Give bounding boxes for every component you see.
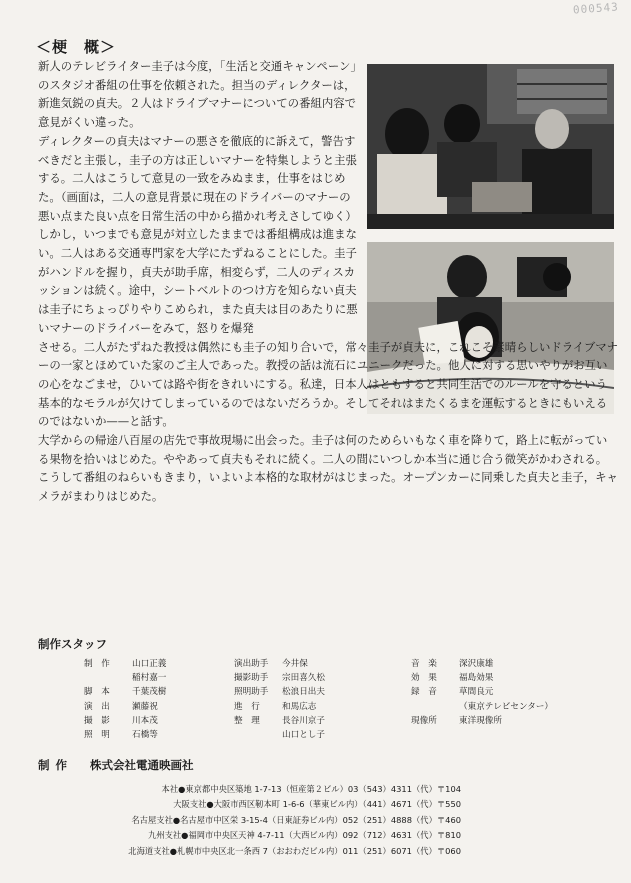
staff-role: 照 明	[84, 730, 110, 741]
synopsis-paragraph-3: させる。二人がたずねた教授は偶然にも圭子の知り合いで，常々圭子が貞夫に，これこそ素晴らしいドライブマナーの一家とほめていた家のご主人であった。教授の話は流石にユニークだった。他人に対する思いやりがお互いの心をなごませ，ひいては路や街をきれいにする。私達，日本人はともすると共同生活でのルールを守るという基本的なモラルが欠けてしまっているのではないだろうか。そしてそれはまたくるまを運転するときにもいえるのではないか——と話す。	[38, 339, 619, 429]
staff-role	[234, 728, 282, 742]
staff-row	[84, 685, 166, 699]
staff-column-1	[84, 657, 166, 742]
production-credit	[38, 757, 194, 773]
synopsis-text	[38, 57, 618, 506]
staff-row	[84, 700, 166, 714]
staff-role: 撮 影	[84, 715, 110, 726]
staff-row	[234, 700, 325, 714]
production-company: 株式会社電通映画社	[90, 758, 194, 772]
staff-row	[234, 728, 325, 742]
staff-column-3	[411, 657, 553, 728]
staff-row	[411, 685, 553, 699]
staff-role	[411, 700, 459, 714]
staff-name: 深沢康雄	[459, 659, 494, 669]
staff-row	[84, 728, 166, 742]
office-address-line: 大阪支社●大阪市西区靭本町 1-6-6（華東ビル内）（441）4671（代）〒550	[173, 799, 461, 810]
synopsis-paragraph-2: ディレクターの貞夫はマナーの悪さを徹底的に訴えて，警告すべきだと主張し，圭子の方は正しいマナーを特集しようと主張する。二人はこうして意見の一致をみぬまま，仕事をはじめた。（画面は，二人の意見背景に現在のドライバーのマナーの悪い点また良い点を日常生活の中から描かれ考えさしてゆく）しかし，いつまでも意見が対立したままでは番組構成は進まない。二人はある交通専門家を大学にたずねることにした。圭子がハンドルを握り，貞夫が助手席，相変らず，二人のディスカッションは続く。途中，シートベルトのつけ方を知らない貞夫は圭子にちょっぴりやりこめられ，また貞夫は目のあたりに悪いマナーのドライバーをみて，怒りを爆発	[38, 133, 358, 335]
office-addresses	[128, 782, 461, 859]
staff-name: 石橋等	[132, 730, 158, 741]
staff-role: 演 出	[84, 701, 110, 712]
staff-name: 東洋現像所	[459, 715, 502, 726]
staff-row	[84, 671, 166, 685]
staff-name: 和馬広志	[282, 701, 317, 712]
page-number-mark: 000543	[572, 0, 620, 17]
staff-role: 録 音	[411, 687, 437, 698]
staff-role: 整 理	[234, 715, 260, 726]
staff-column-2	[234, 657, 325, 742]
office-address-line: 本社●東京都中央区築地 1-7-13（恒産第２ビル）03（543）4311（代）〒104	[161, 784, 461, 794]
section-title: ＜梗 概＞	[36, 38, 117, 56]
staff-row	[411, 657, 553, 671]
synopsis-paragraph-5: こうして番組のねらいもきまり，いよいよ本格的な取材がはじまった。オープンカーに同乗した貞夫と圭子，キャメラがまわりはじめた。	[38, 470, 618, 504]
staff-row	[234, 685, 325, 699]
staff-heading: 制作スタッフ	[38, 637, 107, 651]
staff-name: 瀬藤祝	[132, 701, 158, 712]
staff-role: 演出助手	[234, 659, 269, 669]
staff-role: 照明助手	[234, 687, 269, 698]
staff-name: 草間良元	[459, 687, 494, 698]
staff-name: 山口正義	[132, 659, 167, 669]
staff-name: 宗田喜久松	[282, 673, 325, 684]
staff-role: 脚 本	[84, 687, 110, 698]
staff-row	[234, 671, 325, 685]
staff-row	[411, 700, 553, 714]
synopsis-paragraph-4: 大学からの帰途八百屋の店先で事故現場に出会った。圭子は何のためらいもなく車を降りて，路上に転がっている果物を拾いはじめた。ややあって貞夫もそれに続く。二人の間にいつしか本当に通じ合う微笑がかわされる。	[38, 433, 608, 466]
staff-name: （東京テレビセンター）	[459, 701, 554, 712]
staff-name: 稲村嘉一	[132, 673, 167, 684]
staff-name: 川本茂	[132, 715, 158, 726]
office-address-line: 九州支社●福岡市中央区天神 4-7-11（大西ビル内）092（712）4631（代）〒810	[147, 830, 461, 841]
staff-name: 福島効果	[459, 673, 494, 684]
staff-name: 長谷川京子	[282, 715, 325, 726]
staff-row	[411, 671, 553, 685]
staff-row	[84, 657, 166, 671]
staff-name: 今井保	[282, 659, 308, 669]
staff-row	[234, 714, 325, 728]
staff-role: 制 作	[84, 659, 110, 669]
staff-role	[84, 671, 132, 685]
office-address-line: 名古屋支社●名古屋市中区栄 3-15-4（日東証券ビル内）052（251）4888（代）〒460	[131, 814, 461, 825]
staff-role: 効 果	[411, 673, 437, 684]
production-label: 制作	[38, 758, 73, 772]
staff-role: 撮影助手	[234, 673, 269, 684]
staff-row	[234, 657, 325, 671]
staff-row	[411, 714, 553, 728]
staff-role: 音 楽	[411, 659, 437, 669]
staff-role: 進 行	[234, 701, 260, 712]
staff-row	[84, 714, 166, 728]
staff-name: 松浪日出夫	[282, 687, 325, 698]
staff-name: 千葉茂樹	[132, 687, 167, 698]
staff-role: 現像所	[411, 715, 437, 726]
office-address-line: 北海道支社●札幌市中央区北一条西 7（おおわだビル内）011（251）6071（代）〒060	[128, 845, 461, 856]
staff-name: 山口とし子	[282, 730, 325, 741]
synopsis-paragraph-1: 新人のテレビライター圭子は今度，「生活と交通キャンペーン」のスタジオ番組の仕事を依頼された。担当のディレクターは，新進気鋭の貞夫。２人はドライブマナーについての番組内容で意見がくい違った。	[38, 59, 357, 130]
